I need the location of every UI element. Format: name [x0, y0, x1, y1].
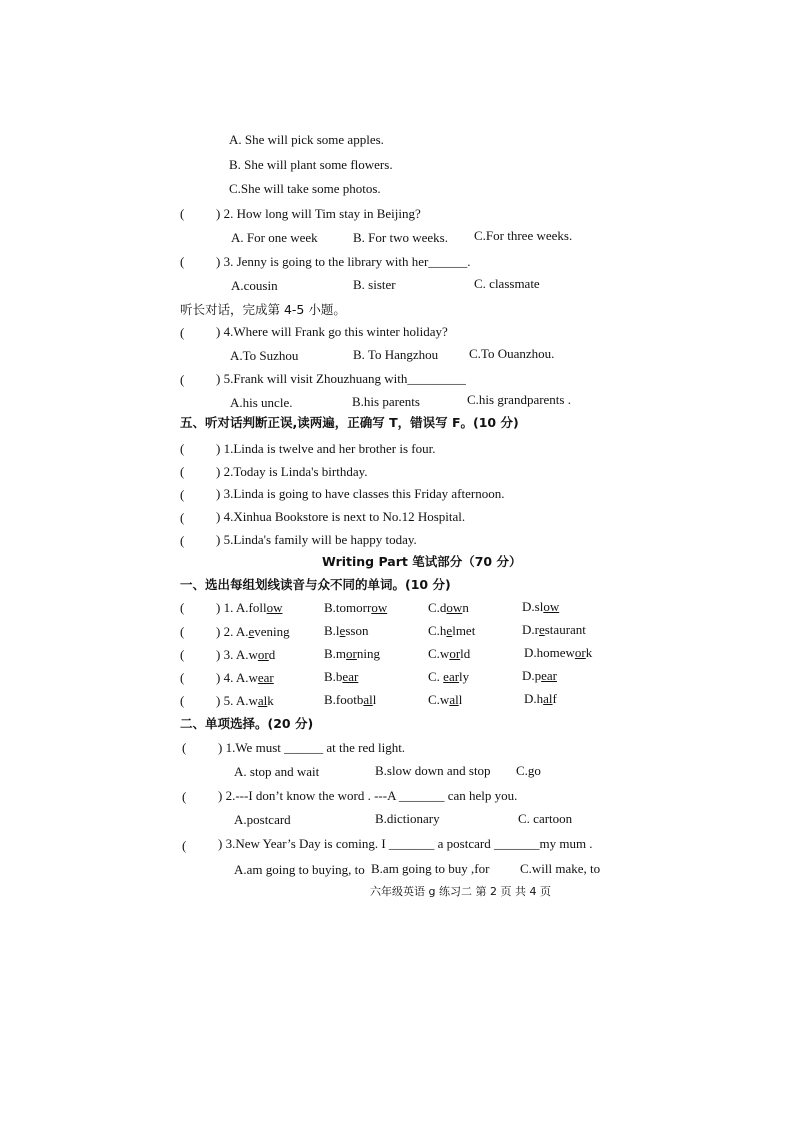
q3-option-a: A.cousin: [231, 278, 278, 293]
p1-row5-option-b: B.football: [324, 692, 377, 707]
p1-row1-option-b: B.tomorrow: [324, 600, 388, 615]
p1-row5-option-c: C.wall: [428, 692, 463, 707]
p1-row3-option-d: D.homework: [524, 645, 593, 660]
q2-option-b: B. For two weeks.: [353, 230, 448, 245]
q5-option-b: B.his parents: [352, 394, 420, 409]
dialogue-intro: 听长对话，完成第 4-5 小题。: [180, 302, 346, 317]
p1-row4-option-b: B.bear: [324, 669, 359, 684]
p1-row1-bracket: (: [180, 600, 185, 615]
p2-q3-bracket: (: [182, 838, 187, 853]
p1-row5-option-d: D.half: [524, 691, 557, 706]
p1-row4-bracket: (: [180, 670, 185, 685]
p2-q1-option-a: A. stop and wait: [234, 764, 320, 779]
p1-row2-option-d: D.restaurant: [522, 622, 586, 637]
q2-option-c: C.For three weeks.: [474, 228, 573, 243]
p1-row2-option-a: ) 2. A.evening: [216, 624, 290, 639]
p2-q3-question: ) 3.New Year’s Day is coming. I _______ a postcard _______my mum .: [218, 836, 593, 851]
s5-item3-bracket: (: [180, 487, 185, 502]
p2-q1-option-c: C.go: [516, 763, 541, 778]
q3-option-c: C. classmate: [474, 276, 540, 291]
p2-q3-option-a: A.am going to buying, to: [234, 862, 365, 877]
q2-bracket: (: [180, 206, 185, 221]
q5-bracket: (: [180, 372, 185, 387]
section5-title: 五、听对话判断正误,读两遍，正确写 T，错误写 F。(10 分): [180, 415, 519, 430]
p1-row1-option-c: C.down: [428, 600, 469, 615]
q2-option-a: A. For one week: [231, 230, 318, 245]
p2-q2-question: ) 2.---I don’t know the word . ---A _______ can help you.: [218, 788, 518, 803]
p1-row3-option-c: C.world: [428, 646, 471, 661]
q5-option-a: A.his uncle.: [230, 395, 293, 410]
q3-bracket: (: [180, 254, 185, 269]
s5-item5-bracket: (: [180, 533, 185, 548]
p2-q1-option-b: B.slow down and stop: [375, 763, 491, 778]
q1-option-a: A. She will pick some apples.: [229, 132, 384, 147]
q4-bracket: (: [180, 325, 185, 340]
p1-row4-option-d: D.pear: [522, 668, 558, 683]
s5-item2-bracket: (: [180, 464, 185, 479]
p2-q3-option-c: C.will make, to: [520, 861, 601, 876]
q4-question: ) 4.Where will Frank go this winter holiday?: [216, 324, 448, 339]
p1-row3-option-a: ) 3. A.word: [216, 647, 276, 662]
s5-item1-bracket: (: [180, 441, 185, 456]
s5-item4: ) 4.Xinhua Bookstore is next to No.12 Hospital.: [216, 509, 466, 524]
p1-row2-option-c: C.helmet: [428, 623, 476, 638]
p1-row5-option-a: ) 5. A.walk: [216, 693, 274, 708]
p2-q2-option-b: B.dictionary: [375, 811, 440, 826]
q3-option-b: B. sister: [353, 277, 396, 292]
p2-q2-option-a: A.postcard: [234, 812, 291, 827]
p1-row3-bracket: (: [180, 647, 185, 662]
q4-option-a: A.To Suzhou: [230, 348, 299, 363]
p1-row4-option-a: ) 4. A.wear: [216, 670, 274, 685]
s5-item5: ) 5.Linda's family will be happy today.: [216, 532, 417, 547]
p1-row1-option-a: ) 1. A.follow: [216, 600, 283, 615]
p1-row2-option-b: B.lesson: [324, 623, 369, 638]
q4-option-c: C.To Ouanzhou.: [469, 346, 555, 361]
q4-option-b: B. To Hangzhou: [353, 347, 439, 362]
part1-title: 一、选出每组划线读音与众不同的单词。(10 分): [180, 577, 451, 592]
p2-q2-bracket: (: [182, 789, 187, 804]
p1-row2-bracket: (: [180, 624, 185, 639]
q5-question: ) 5.Frank will visit Zhouzhuang with_________: [216, 371, 466, 386]
writing-part-title: Writing Part 笔试部分（70 分）: [322, 554, 522, 569]
p1-row4-option-c: C. early: [428, 669, 470, 684]
p1-row3-option-b: B.morning: [324, 646, 381, 661]
s5-item1: ) 1.Linda is twelve and her brother is four.: [216, 441, 436, 456]
q3-question: ) 3. Jenny is going to the library with her______.: [216, 254, 471, 269]
s5-item4-bracket: (: [180, 510, 185, 525]
part2-title: 二、单项选择。(20 分): [180, 716, 314, 731]
page-footer: 六年级英语 g 练习二 第 2 页 共 4 页: [370, 885, 551, 898]
q1-option-c: C.She will take some photos.: [229, 181, 381, 196]
s5-item2: ) 2.Today is Linda's birthday.: [216, 464, 368, 479]
p1-row5-bracket: (: [180, 693, 185, 708]
p2-q1-bracket: (: [182, 740, 187, 755]
q5-option-c: C.his grandparents .: [467, 392, 571, 407]
q1-option-b: B. She will plant some flowers.: [229, 157, 393, 172]
p2-q3-option-b: B.am going to buy ,for: [371, 861, 490, 876]
p2-q1-question: ) 1.We must ______ at the red light.: [218, 740, 406, 755]
s5-item3: ) 3.Linda is going to have classes this Friday afternoon.: [216, 486, 505, 501]
p2-q2-option-c: C. cartoon: [518, 811, 573, 826]
p1-row1-option-d: D.slow: [522, 599, 560, 614]
q2-question: ) 2. How long will Tim stay in Beijing?: [216, 206, 421, 221]
